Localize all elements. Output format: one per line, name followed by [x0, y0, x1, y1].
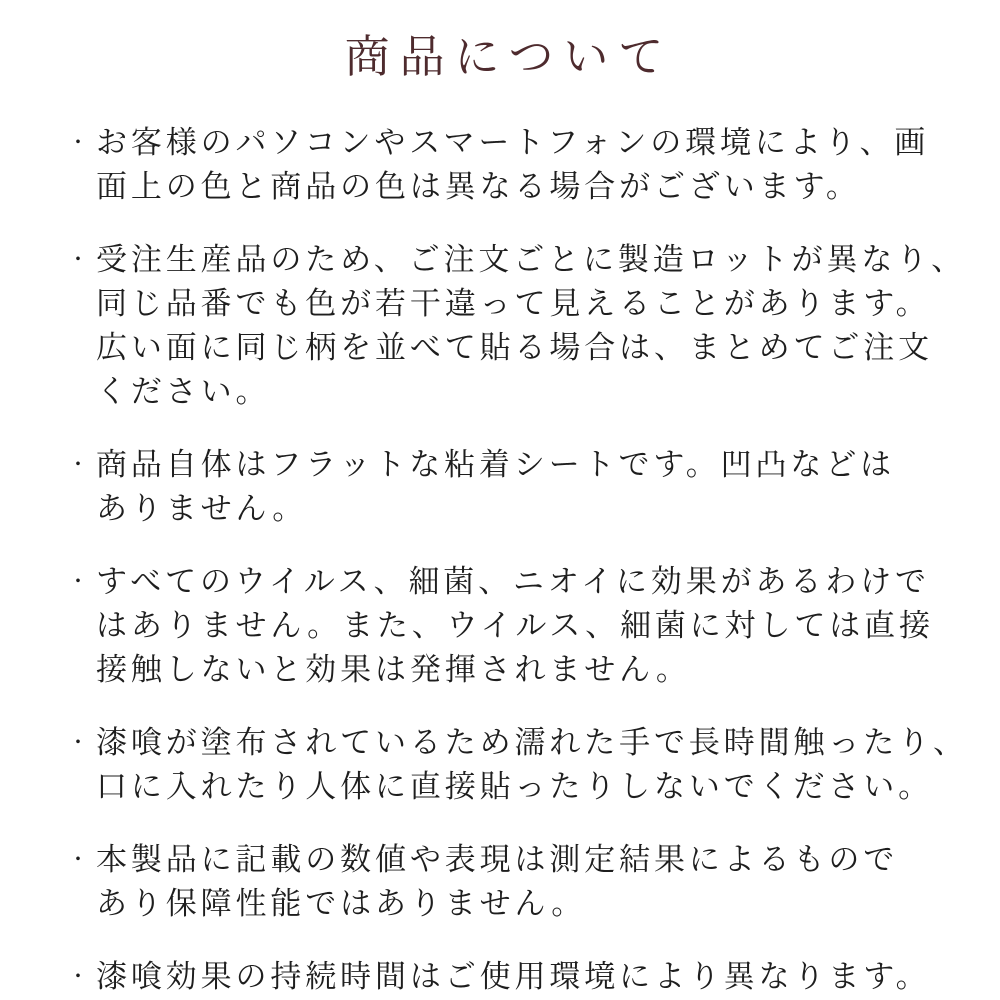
note-line: 漆喰が塗布されているため濡れた手で長時間触ったり、	[96, 725, 968, 760]
note-text	[96, 560, 934, 692]
note-line: ください。	[96, 374, 271, 409]
note-text	[96, 443, 895, 531]
note-line: 面上の色と商品の色は異なる場合がございます。	[96, 169, 861, 204]
bullet-marker: ・	[68, 454, 88, 476]
list-item	[68, 560, 940, 692]
note-line: 接触しないと効果は発揮されません。	[96, 652, 691, 687]
list-item	[68, 838, 940, 926]
list-item	[68, 955, 940, 999]
bullet-marker: ・	[68, 732, 88, 754]
note-text	[96, 955, 931, 999]
note-line: 商品自体はフラットな粘着シートです。凹凸などは	[96, 447, 896, 482]
list-item	[68, 121, 940, 209]
bullet-marker: ・	[68, 249, 88, 271]
note-line: お客様のパソコンやスマートフォンの環境により、画	[96, 125, 930, 160]
note-line: はありません。また、ウイルス、細菌に対しては直接	[96, 608, 934, 643]
bullet-marker: ・	[68, 132, 88, 154]
page-title: 商品について	[344, 31, 674, 82]
note-line: 広い面に同じ柄を並べて貼る場合は、まとめてご注文	[96, 330, 933, 365]
note-line: ありません。	[96, 491, 308, 526]
list-item	[68, 721, 968, 809]
note-line: 口に入れたり人体に直接貼ったりしないでください。	[96, 769, 933, 804]
note-line: すべてのウイルス、細菌、ニオイに効果があるわけで	[96, 564, 930, 599]
notes-list	[68, 121, 968, 999]
note-text	[96, 838, 898, 926]
note-line: 本製品に記載の数値や表現は測定結果によるもので	[96, 842, 899, 877]
bullet-marker: ・	[68, 571, 88, 593]
note-line: 受注生産品のため、ご注文ごとに製造ロットが異なり、	[96, 242, 967, 277]
note-text	[96, 238, 966, 414]
bullet-marker: ・	[68, 966, 88, 988]
note-line: あり保障性能ではありません。	[96, 886, 587, 921]
note-line: 漆喰効果の持続時間はご使用環境により異なります。	[96, 959, 931, 994]
note-text	[96, 121, 929, 209]
note-text	[96, 721, 968, 809]
list-item	[68, 443, 940, 531]
note-line: 同じ品番でも色が若干違って見えることがあります。	[96, 286, 931, 321]
list-item	[68, 238, 967, 414]
bullet-marker: ・	[68, 849, 88, 871]
